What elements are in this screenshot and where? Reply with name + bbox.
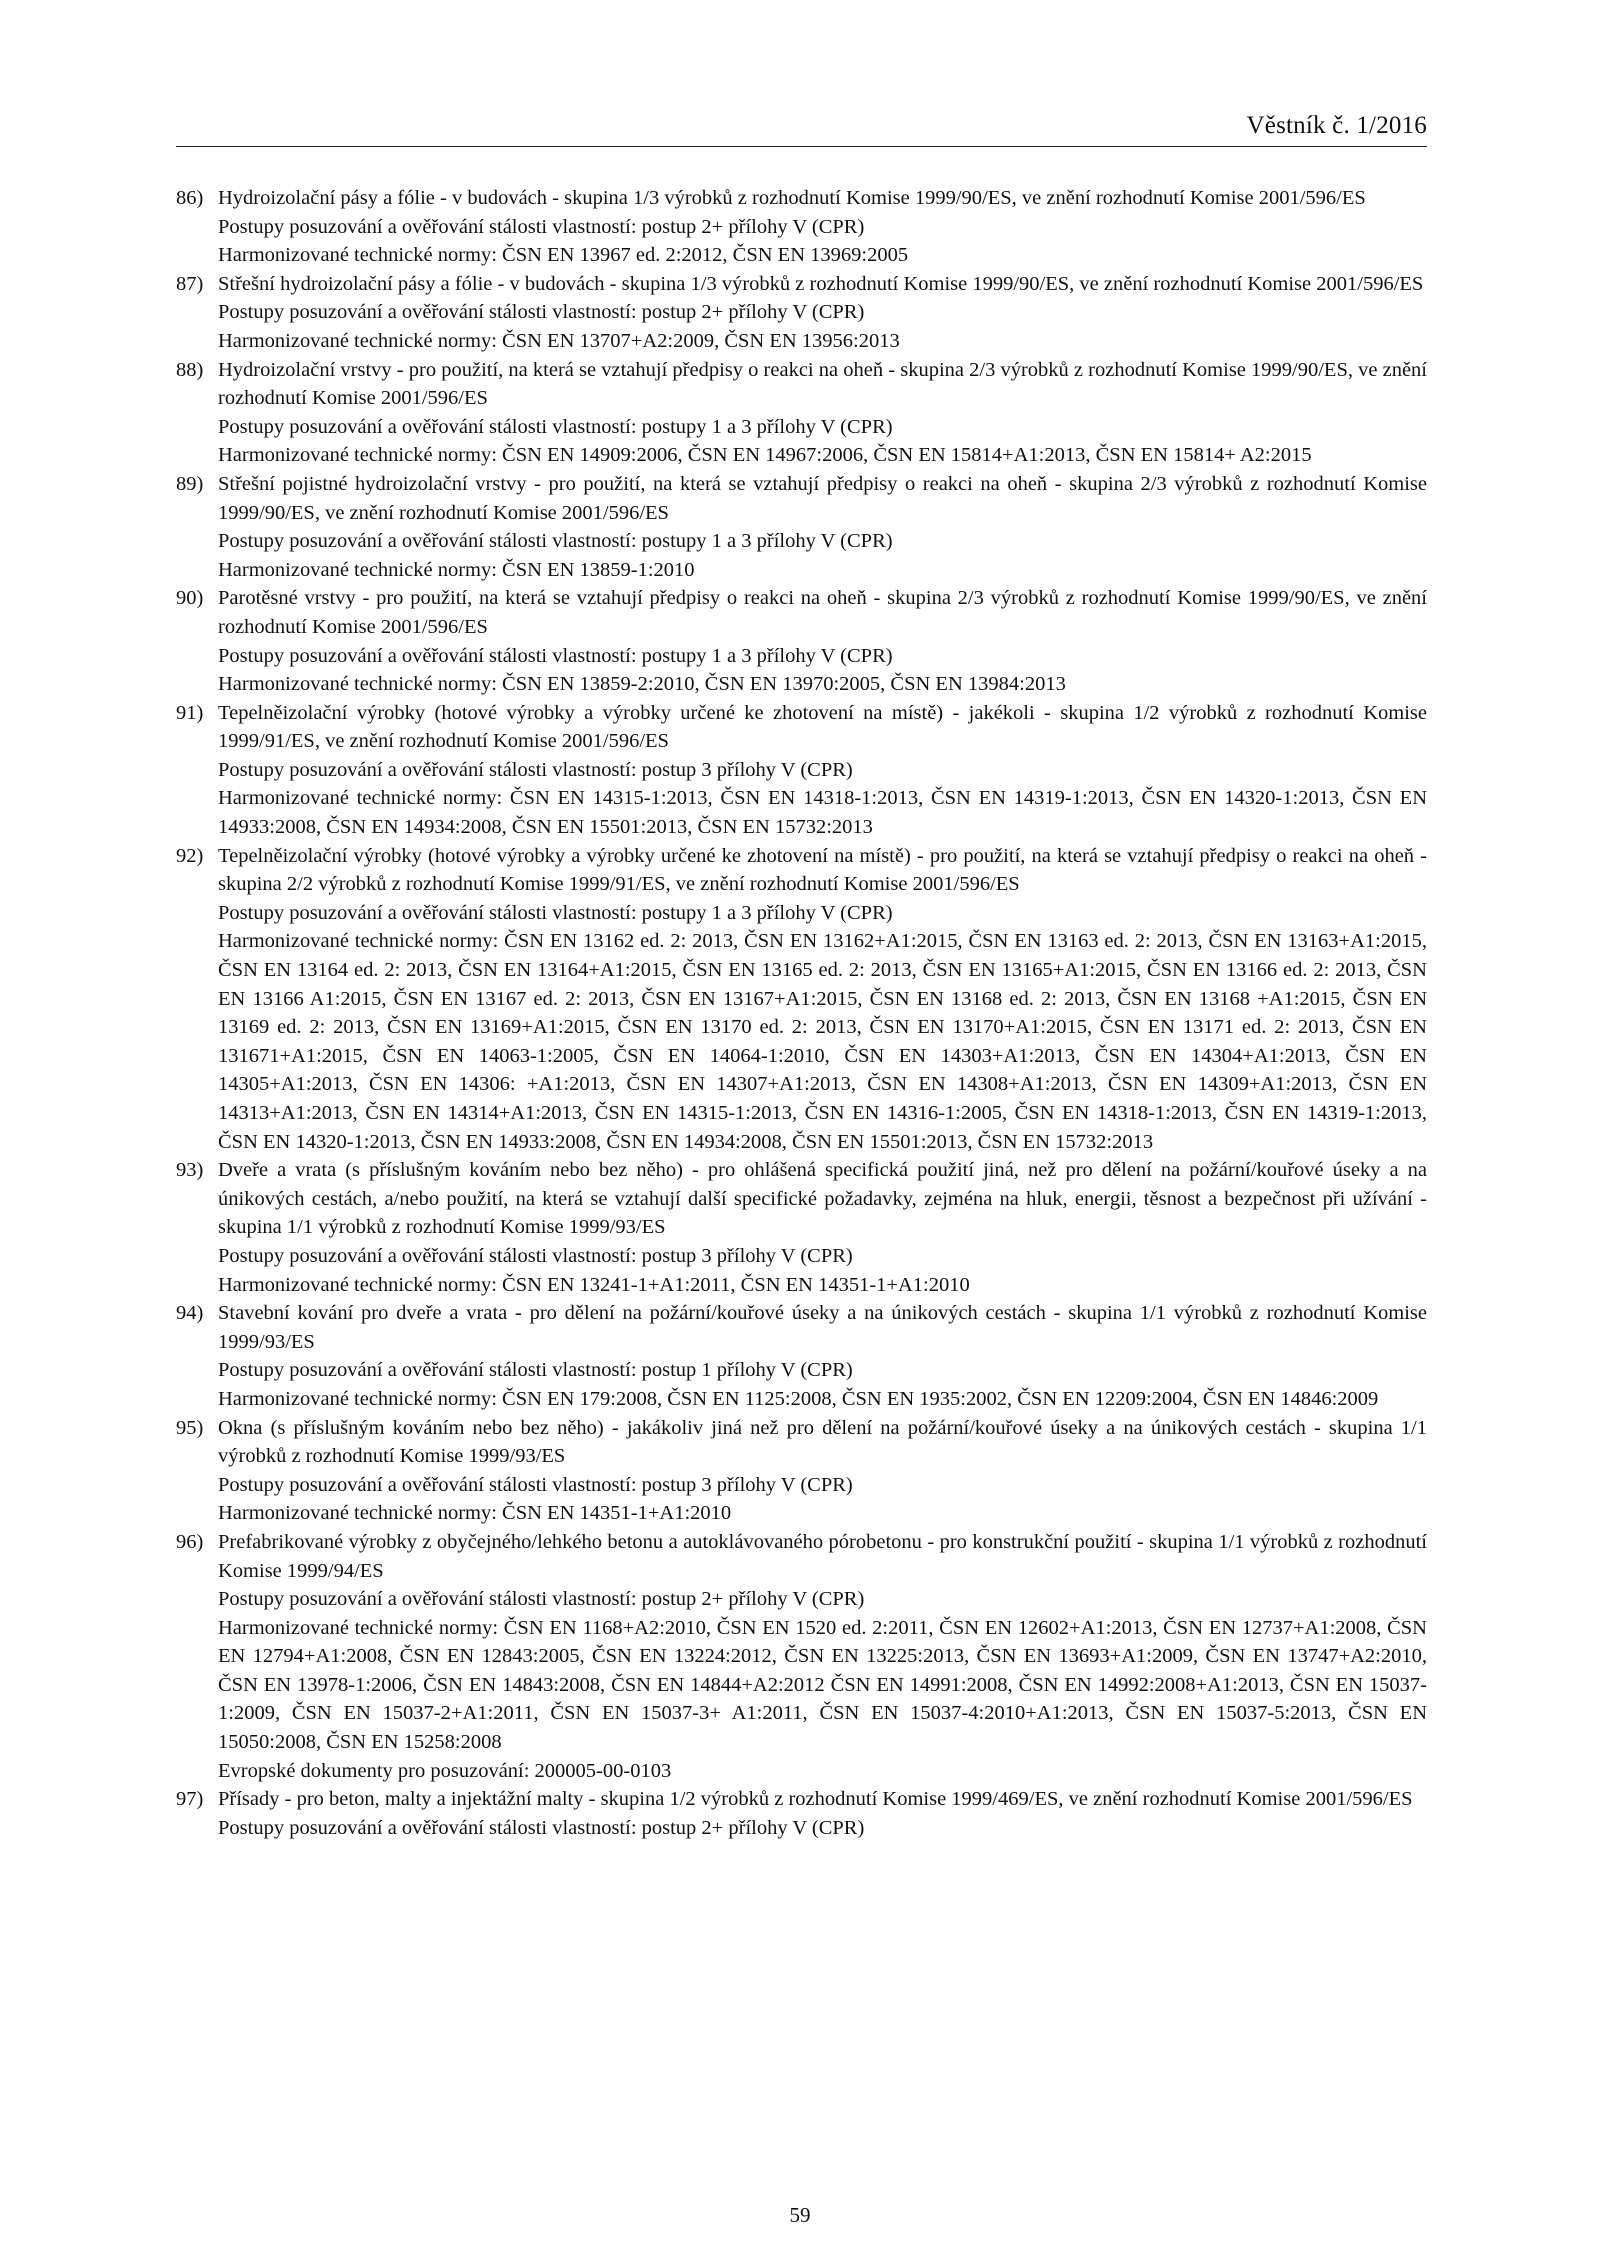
list-item (176, 842, 1427, 1157)
item-detail: Harmonizované technické normy: ČSN EN 13859-1:2010 (218, 558, 695, 581)
list-item (176, 184, 1427, 270)
item-detail: Harmonizované technické normy: ČSN EN 14909:2006, ČSN EN 14967:2006, ČSN EN 15814+A1:2013, ČSN EN 15814+ A2:2015 (218, 444, 1312, 467)
list-item (176, 470, 1427, 584)
item-body (218, 699, 1427, 842)
item-detail: Harmonizované technické normy: ČSN EN 13707+A2:2009, ČSN EN 13956:2013 (218, 329, 900, 352)
page-header (176, 112, 1427, 147)
item-title: Střešní pojistné hydroizolační vrstvy - pro použití, na která se vztahují předpisy o reakci na oheň - skupina 2/3 výrobků z rozhodnutí Komise 1999/90/ES, ve znění rozhodnutí Komise 2001/596/ES (218, 472, 1427, 524)
list-item (176, 1785, 1427, 1842)
item-detail: Postupy posuzování a ověřování stálosti vlastností: postup 2+ přílohy V (CPR) (218, 1588, 865, 1611)
item-detail: Postupy posuzování a ověřování stálosti vlastností: postup 2+ přílohy V (CPR) (218, 215, 865, 238)
item-number: 86) (176, 187, 204, 209)
item-detail: Postupy posuzování a ověřování stálosti vlastností: postup 1 přílohy V (CPR) (218, 1359, 853, 1382)
item-title: Okna (s příslušným kováním nebo bez něho) - jakákoliv jiná než pro dělení na požární/kouřové úseky a na únikových cestách - skupina 1/1 výrobků z rozhodnutí Komise 1999/93/ES (218, 1416, 1427, 1468)
item-detail: Harmonizované technické normy: ČSN EN 13162 ed. 2: 2013, ČSN EN 13162+A1:2015, ČSN EN 13163 ed. 2: 2013, ČSN EN 13163+A1:2015, ČSN EN 13164 ed. 2: 2013, ČSN EN 13164+A1:2015, ČSN EN 13165 ed. 2: 2013, ČSN EN 13165+A1:2015, ČSN EN 13166 ed. 2: 2013, ČSN EN 13166 A1:2015, ČSN EN 13167 ed. 2: 2013, ČSN EN 13167+A1:2015, ČSN EN 13168 ed. 2: 2013, ČSN EN 13168 +A1:2015, ČSN EN 13169 ed. 2: 2013, ČSN EN 13169+A1:2015, ČSN EN 13170 ed. 2: 2013, ČSN EN 13170+A1:2015, ČSN EN 13171 ed. 2: 2013, ČSN EN 131671+A1:2015, ČSN EN 14063-1:2005, ČSN EN 14064-1:2010, ČSN EN 14303+A1:2013, ČSN EN 14304+A1:2013, ČSN EN 14305+A1:2013, ČSN EN 14306: +A1:2013, ČSN EN 14307+A1:2013, ČSN EN 14308+A1:2013, ČSN EN 14309+A1:2013, ČSN EN 14313+A1:2013, ČSN EN 14314+A1:2013, ČSN EN 14315-1:2013, ČSN EN 14316-1:2005, ČSN EN 14318-1:2013, ČSN EN 14319-1:2013, ČSN EN 14320-1:2013, ČSN EN 14933:2008, ČSN EN 14934:2008, ČSN EN 15501:2013, ČSN EN 15732:2013 (218, 930, 1427, 1153)
journal-title: Věstník č. 1/2016 (1246, 112, 1427, 139)
item-detail: Postupy posuzování a ověřování stálosti vlastností: postup 3 přílohy V (CPR) (218, 1244, 853, 1267)
list-item (176, 270, 1427, 356)
item-number: 91) (176, 701, 204, 724)
item-detail: Postupy posuzování a ověřování stálosti vlastností: postupy 1 a 3 přílohy V (CPR) (218, 644, 893, 667)
item-detail: Harmonizované technické normy: ČSN EN 13859-2:2010, ČSN EN 13970:2005, ČSN EN 13984:2013 (218, 673, 1066, 696)
item-number: 87) (176, 272, 204, 295)
item-detail: Harmonizované technické normy: ČSN EN 13241-1+A1:2011, ČSN EN 14351-1+A1:2010 (218, 1273, 970, 1296)
item-detail: Postupy posuzování a ověřování stálosti vlastností: postup 2+ přílohy V (CPR) (218, 301, 865, 324)
item-detail: Harmonizované technické normy: ČSN EN 14351-1+A1:2010 (218, 1502, 732, 1525)
item-body (218, 470, 1427, 584)
item-number: 88) (176, 358, 204, 381)
item-title: Hydroizolační vrstvy - pro použití, na která se vztahují předpisy o reakci na oheň - skupina 2/3 výrobků z rozhodnutí Komise 1999/90/ES, ve znění rozhodnutí Komise 2001/596/ES (218, 358, 1427, 410)
item-number: 94) (176, 1302, 204, 1325)
list-item (176, 1156, 1427, 1299)
item-number: 92) (176, 844, 204, 867)
item-title: Prefabrikované výrobky z obyčejného/lehkého betonu a autoklávovaného pórobetonu - pro konstrukční použití - skupina 1/1 výrobků z rozhodnutí Komise 1999/94/ES (218, 1530, 1427, 1582)
item-body (218, 1414, 1427, 1528)
item-body (218, 1299, 1427, 1413)
item-number: 97) (176, 1788, 204, 1811)
item-title: Hydroizolační pásy a fólie - v budovách - skupina 1/3 výrobků z rozhodnutí Komise 1999/90/ES, ve znění rozhodnutí Komise 2001/596/ES (218, 187, 1366, 209)
item-number: 90) (176, 587, 204, 610)
item-title: Stavební kování pro dveře a vrata - pro dělení na požární/kouřové úseky a na únikových cestách - skupina 1/1 výrobků z rozhodnutí Komise 1999/93/ES (218, 1302, 1427, 1353)
item-detail: Postupy posuzování a ověřování stálosti vlastností: postup 3 přílohy V (CPR) (218, 758, 853, 781)
item-body (218, 842, 1427, 1157)
page-number: 59 (789, 2203, 811, 2227)
item-detail: Evropské dokumenty pro posuzování: 200005-00-0103 (218, 1759, 672, 1782)
item-title: Tepelněizolační výrobky (hotové výrobky a výrobky určené ke zhotovení na místě) - pro použití, na která se vztahují předpisy o reakci na oheň - skupina 2/2 výrobků z rozhodnutí Komise 1999/91/ES, ve znění rozhodnutí Komise 2001/596/ES (218, 844, 1427, 896)
item-number: 96) (176, 1530, 204, 1553)
item-number: 89) (176, 472, 204, 495)
item-detail: Postupy posuzování a ověřování stálosti vlastností: postupy 1 a 3 přílohy V (CPR) (218, 901, 893, 924)
item-detail: Postupy posuzování a ověřování stálosti vlastností: postupy 1 a 3 přílohy V (CPR) (218, 415, 893, 438)
item-title: Parotěsné vrstvy - pro použití, na která se vztahují předpisy o reakci na oheň - skupina 2/3 výrobků z rozhodnutí Komise 1999/90/ES, ve znění rozhodnutí Komise 2001/596/ES (218, 587, 1427, 638)
item-title: Dveře a vrata (s příslušným kováním nebo bez něho) - pro ohlášená specifická použití jiná, než pro dělení na požární/kouřové úseky a na únikových cestách, a/nebo použití, na která se vztahují další specifické požadavky, zejména na hluk, energii, těsnost a bezpečnost při užívání - skupina 1/1 výrobků z rozhodnutí Komise 1999/93/ES (218, 1159, 1427, 1239)
item-number: 95) (176, 1416, 204, 1439)
item-body (218, 1785, 1427, 1842)
item-title: Střešní hydroizolační pásy a fólie - v budovách - skupina 1/3 výrobků z rozhodnutí Komise 1999/90/ES, ve znění rozhodnutí Komise 2001/596/ES (218, 272, 1424, 295)
item-number: 93) (176, 1159, 204, 1182)
item-detail: Postupy posuzování a ověřování stálosti vlastností: postupy 1 a 3 přílohy V (CPR) (218, 530, 893, 553)
list-item (176, 1299, 1427, 1413)
item-detail: Harmonizované technické normy: ČSN EN 13967 ed. 2:2012, ČSN EN 13969:2005 (218, 244, 909, 267)
item-list (176, 184, 1427, 1842)
item-detail: Harmonizované technické normy: ČSN EN 1168+A2:2010, ČSN EN 1520 ed. 2:2011, ČSN EN 12602+A1:2013, ČSN EN 12737+A1:2008, ČSN EN 12794+A1:2008, ČSN EN 12843:2005, ČSN EN 13224:2012, ČSN EN 13225:2013, ČSN EN 13693+A1:2009, ČSN EN 13747+A2:2010, ČSN EN 13978-1:2006, ČSN EN 14843:2008, ČSN EN 14844+A2:2012 ČSN EN 14991:2008, ČSN EN 14992:2008+A1:2013, ČSN EN 15037-1:2009, ČSN EN 15037-2+A1:2011, ČSN EN 15037-3+ A1:2011, ČSN EN 15037-4:2010+A1:2013, ČSN EN 15037-5:2013, ČSN EN 15050:2008, ČSN EN 15258:2008 (218, 1616, 1427, 1754)
list-item (176, 1414, 1427, 1528)
list-item (176, 699, 1427, 842)
item-body (218, 1528, 1427, 1785)
item-body (218, 184, 1427, 270)
item-detail: Harmonizované technické normy: ČSN EN 179:2008, ČSN EN 1125:2008, ČSN EN 1935:2002, ČSN EN 12209:2004, ČSN EN 14846:2009 (218, 1387, 1379, 1410)
item-body (218, 270, 1427, 356)
item-body (218, 356, 1427, 470)
list-item (176, 356, 1427, 470)
item-body (218, 1156, 1427, 1299)
item-detail: Postupy posuzování a ověřování stálosti vlastností: postup 2+ přílohy V (CPR) (218, 1816, 865, 1839)
item-detail: Postupy posuzování a ověřování stálosti vlastností: postup 3 přílohy V (CPR) (218, 1473, 853, 1496)
item-title: Tepelněizolační výrobky (hotové výrobky a výrobky určené ke zhotovení na místě) - jakékoli - skupina 1/2 výrobků z rozhodnutí Komise 1999/91/ES, ve znění rozhodnutí Komise 2001/596/ES (218, 701, 1427, 753)
list-item (176, 1528, 1427, 1785)
list-item (176, 584, 1427, 698)
item-detail: Harmonizované technické normy: ČSN EN 14315-1:2013, ČSN EN 14318-1:2013, ČSN EN 14319-1:2013, ČSN EN 14320-1:2013, ČSN EN 14933:2008, ČSN EN 14934:2008, ČSN EN 15501:2013, ČSN EN 15732:2013 (218, 787, 1427, 839)
item-body (218, 584, 1427, 698)
item-title: Přísady - pro beton, malty a injektážní malty - skupina 1/2 výrobků z rozhodnutí Komise 1999/469/ES, ve znění rozhodnutí Komise 2001/596/ES (218, 1788, 1413, 1811)
